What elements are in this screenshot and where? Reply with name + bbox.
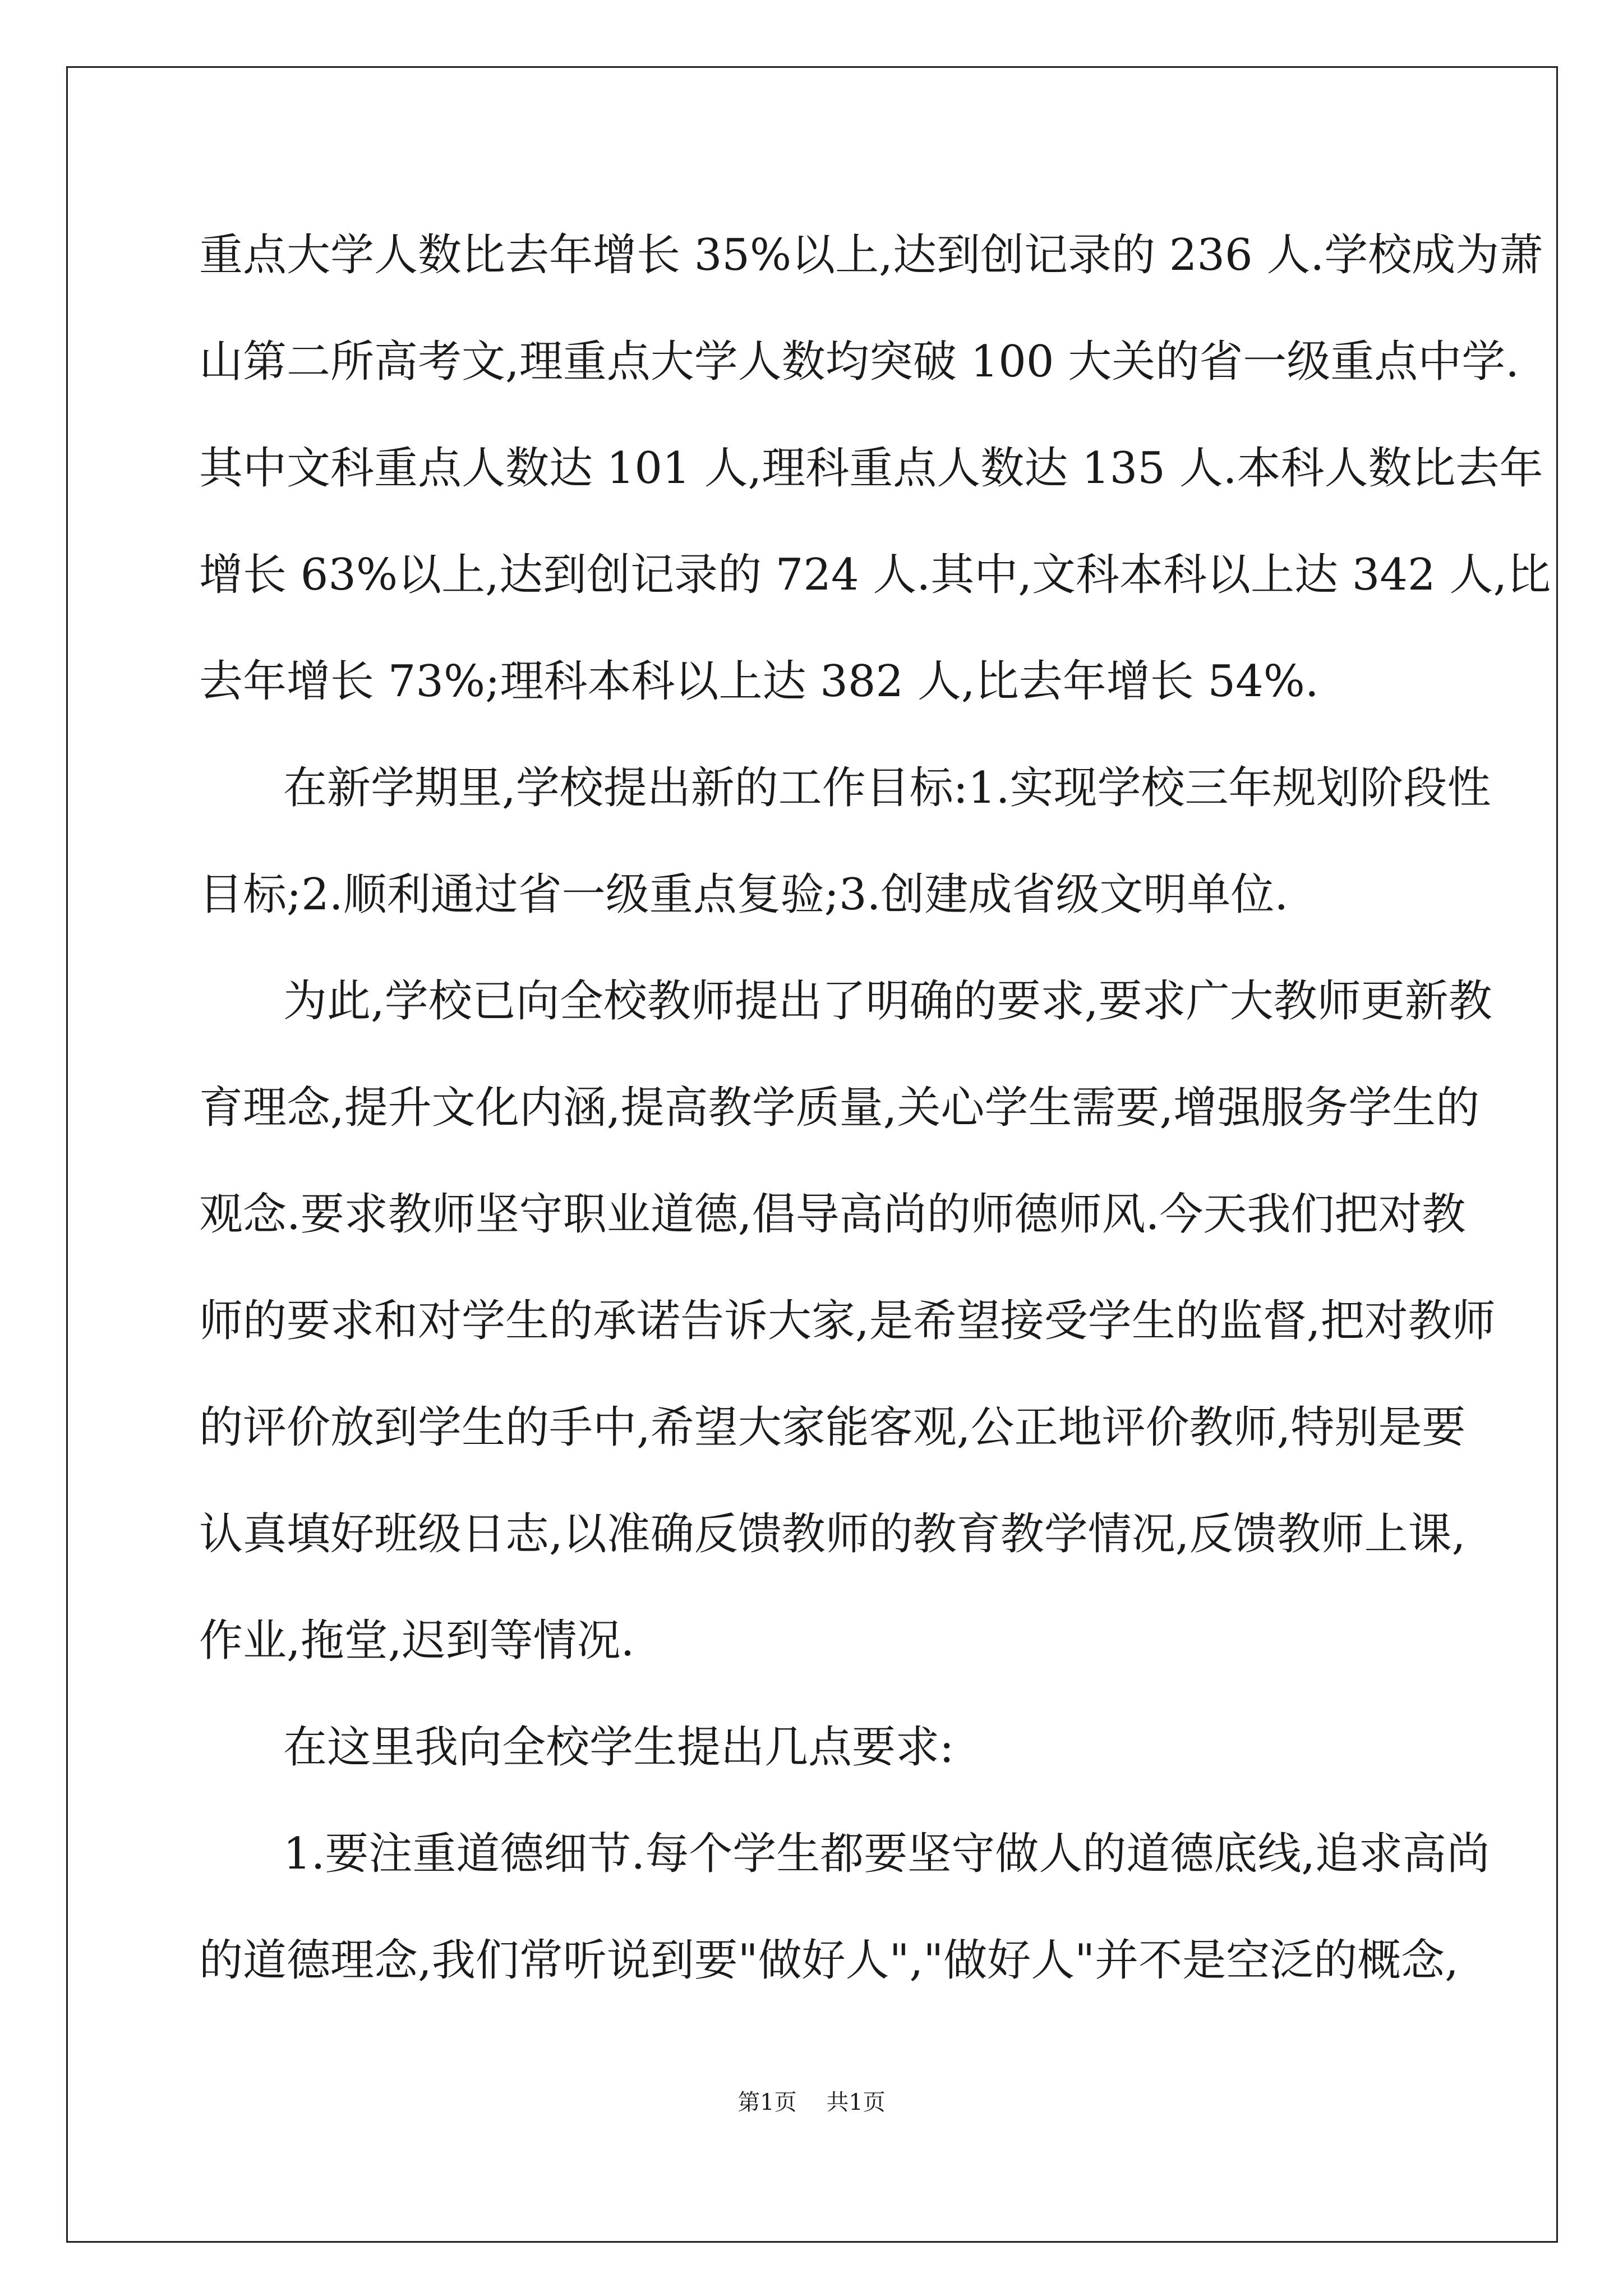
- text-line: 作业,拖堂,迟到等情况.: [199, 1616, 635, 1666]
- text-line: 的评价放到学生的手中,希望大家能客观,公正地评价教师,特别是要: [199, 1402, 1466, 1453]
- text-line: 山第二所高考文,理重点大学人数均突破 100 大关的省一级重点中学.: [199, 337, 1520, 387]
- text-line: 观念.要求教师坚守职业道德,倡导高尚的师德师风.今天我们把对教: [199, 1189, 1466, 1240]
- paragraph-start-line: 在新学期里,学校提出新的工作目标:1.实现学校三年规划阶段性: [283, 763, 1491, 813]
- paragraph-start-line: 1.要注重道德细节.每个学生都要坚守做人的道德底线,追求高尚: [283, 1829, 1491, 1879]
- text-line: 师的要求和对学生的承诺告诉大家,是希望接受学生的监督,把对教师: [199, 1296, 1496, 1346]
- page-number: 第1页: [737, 2090, 797, 2115]
- document-body: [199, 222, 1551, 2033]
- text-line: 育理念,提升文化内涵,提高教学质量,关心学生需要,增强服务学生的: [199, 1083, 1480, 1133]
- page-total: 共1页: [826, 2090, 886, 2115]
- text-line: 的道德理念,我们常听说到要"做好人","做好人"并不是空泛的概念,: [199, 1935, 1459, 1986]
- page-footer: [0, 2086, 1623, 2119]
- text-line: 增长 63%以上,达到创记录的 724 人.其中,文科本科以上达 342 人,比: [199, 550, 1551, 600]
- text-line: 重点大学人数比去年增长 35%以上,达到创记录的 236 人.学校成为萧: [199, 230, 1543, 280]
- text-line: 认真填好班级日志,以准确反馈教师的教育教学情况,反馈教师上课,: [199, 1509, 1466, 1559]
- text-line: 去年增长 73%;理科本科以上达 382 人,比去年增长 54%.: [199, 656, 1319, 707]
- text-line: 其中文科重点人数达 101 人,理科重点人数达 135 人.本科人数比去年: [199, 443, 1543, 494]
- paragraph-start-line: 在这里我向全校学生提出几点要求:: [283, 1722, 955, 1773]
- paragraph-start-line: 为此,学校已向全校教师提出了明确的要求,要求广大教师更新教: [283, 976, 1492, 1027]
- text-line: 目标;2.顺利通过省一级重点复验;3.创建成省级文明单位.: [199, 869, 1289, 920]
